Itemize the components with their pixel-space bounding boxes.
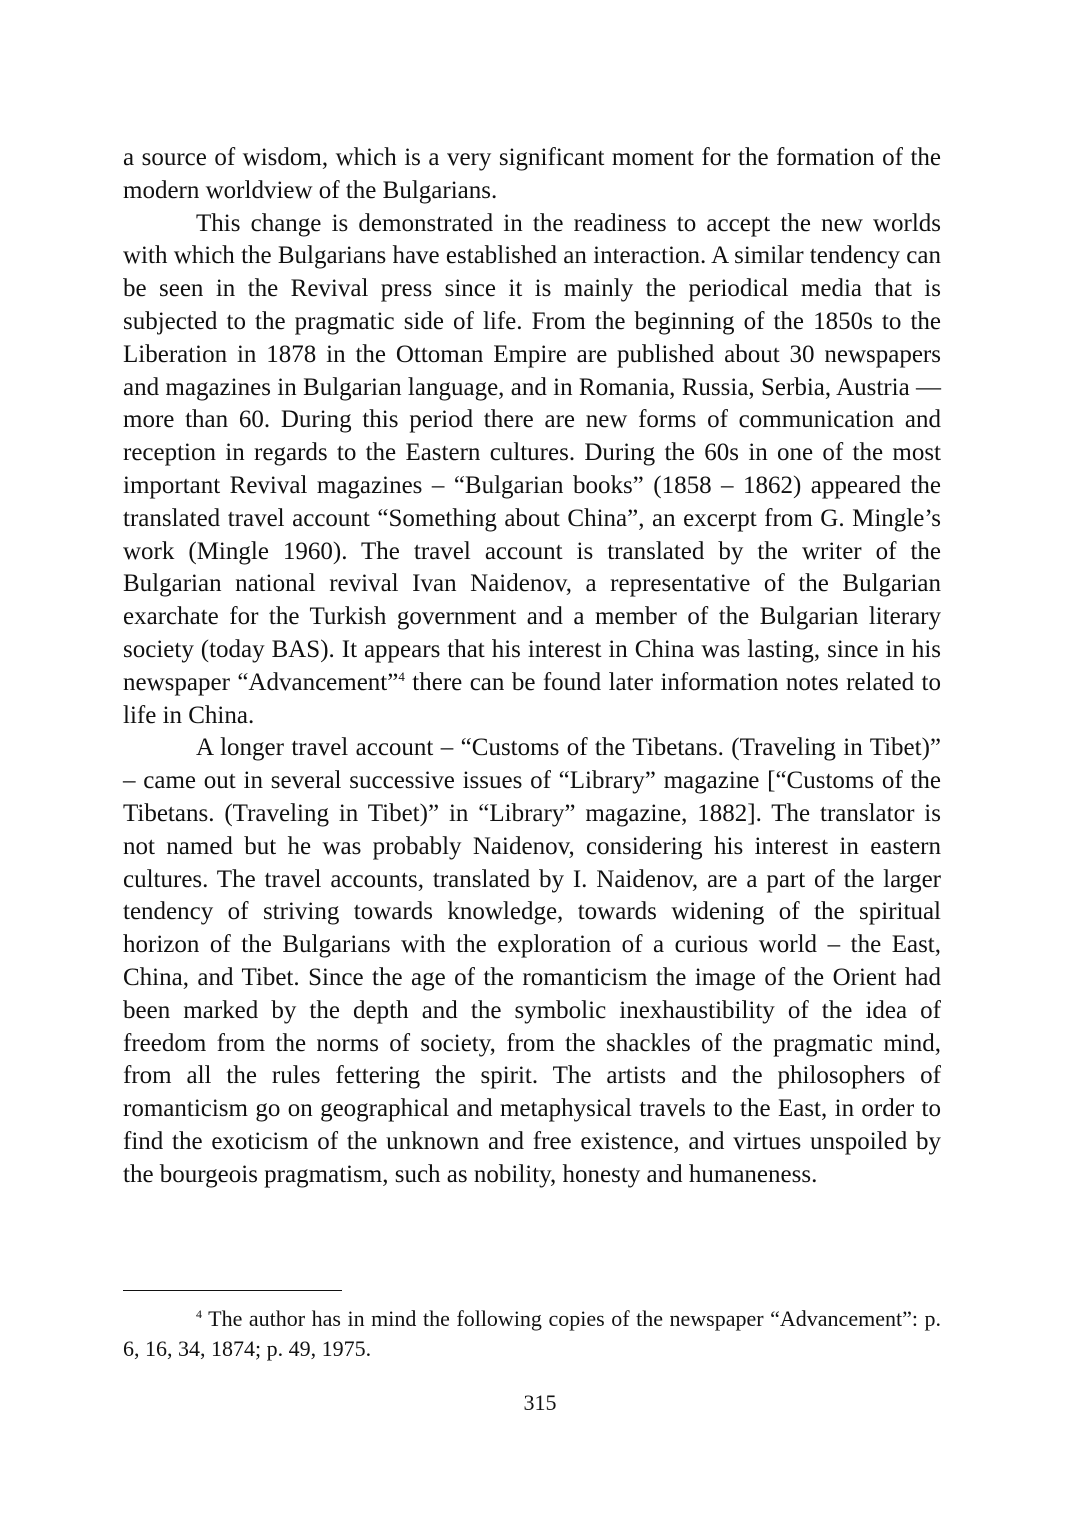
- footnote-divider: [123, 1290, 342, 1291]
- footnote-reference: 4: [398, 668, 405, 684]
- paragraph-continuation: a source of wisdom, which is a very significant moment for the formation of the modern worldview of the Bulgarians.: [123, 144, 941, 204]
- footnote-number: 4: [196, 1307, 202, 1321]
- paragraph-text: there can be found later information notes related to life in China.: [123, 668, 941, 729]
- paragraph-tibet-travel: A longer travel account – “Customs of the Tibetans. (Traveling in Tibet)” – came out in several successive issues of “Library” magazine [“Customs of the Tibetans. (Traveling in Tibet)” in “Library” magazine, 1882]. The translator is not named but he was probably Naidenov, considering his interest in eastern cultures. The travel accounts, translated by I. Naidenov, are a part of the larger tendency of striving towards knowledge, towards widening of the spiritual horizon of the Bulgarians with the exploration of a curious world – the East, China, and Tibet. Since the age of the romanticism the image of the Orient had been marked by the depth and the symbolic inexhaustibility of the idea of freedom from the norms of society, from the shackles of the pragmatic mind, from all the rules fettering the spirit. The artists and the philosophers of romanticism go on geographical and metaphysical travels to the East, in order to find the exoticism of the unknown and free existence, and virtues unspoiled by the bourgeois pragmatism, such as nobility, honesty and humaneness.: [123, 734, 941, 1188]
- footnote: [123, 1304, 941, 1364]
- paragraph-text: This change is demonstrated in the readiness to accept the new worlds with which the Bulgarians have established an interaction. A similar tendency can be seen in the Revival press since it is mainly the periodical media that is subjected to the pragmatic side of life. From the beginning of the 1850s to the Liberation in 1878 in the Ottoman Empire are published about 30 newspapers and magazines in Bulgarian language, and in Romania, Russia, Serbia, Austria — more than 60. During this period there are new forms of communication and reception in regards to the Eastern cultures. During the 60s in one of the most important Revival magazines – “Bulgarian books” (1858 – 1862) appeared the translated travel account “Something about China”, an excerpt from G. Mingle’s work (Mingle 1960). The travel account is translated by the writer of the Bulgarian national revival Ivan Naidenov, a representative of the Bulgarian exarchate for the Turkish government and a member of the Bulgarian literary society (today BAS). It appears that his interest in China was lasting, since in his newspaper “Advancement”: [123, 209, 941, 696]
- page-number: 315: [523, 1390, 557, 1415]
- footnote-text: The author has in mind the following copies of the newspaper “Advancement”: p. 6, 16, 34, 1874; p. 49, 1975.: [123, 1306, 941, 1361]
- page-body: [123, 142, 941, 1192]
- paragraph-revival-press: [123, 208, 941, 733]
